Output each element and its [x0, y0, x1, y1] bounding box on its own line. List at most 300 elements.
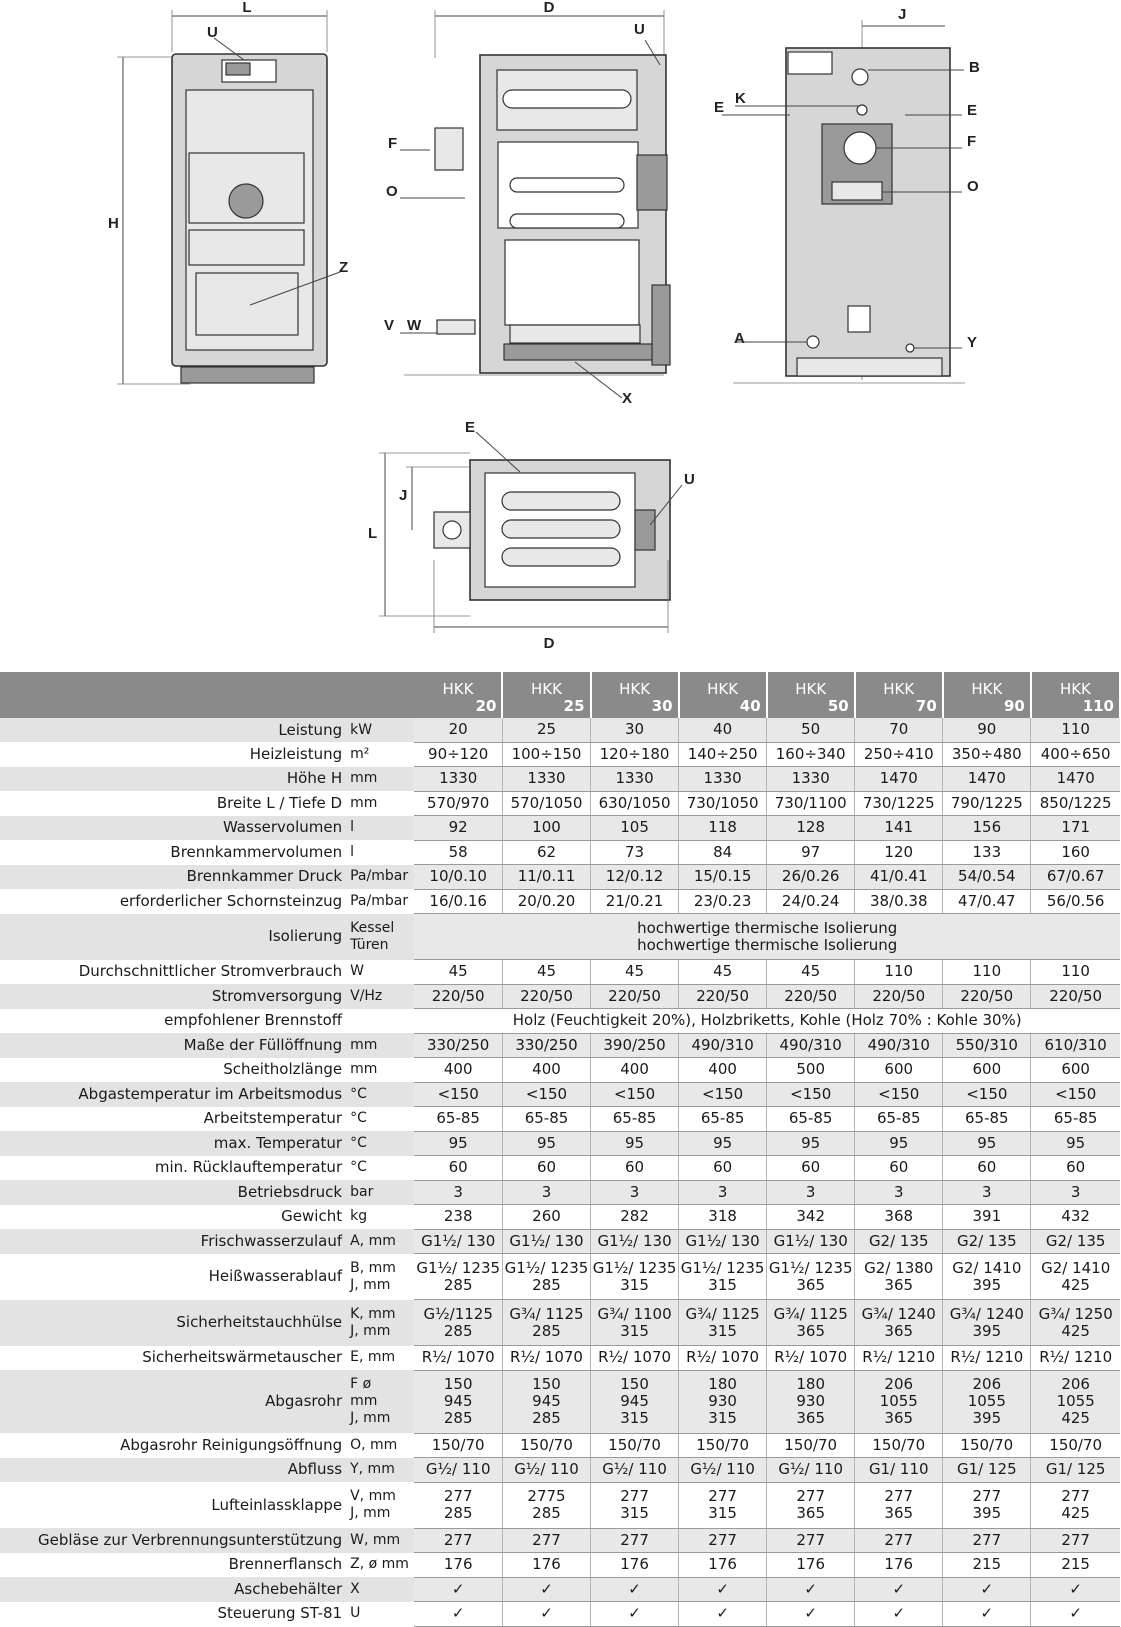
cell-value: 128 [767, 816, 855, 841]
model-size: 50 [827, 697, 849, 715]
cell-value: ✓ [767, 1577, 855, 1602]
cell-value: 150/70 [943, 1433, 1031, 1458]
table-row [0, 1131, 1120, 1156]
cell-value: 1330 [502, 767, 590, 792]
table-row [0, 865, 1120, 890]
table-row [0, 1577, 1120, 1602]
value-line: G¾/ 1125 [685, 1304, 760, 1323]
row-unit: W [348, 960, 414, 985]
cell-value: 45 [591, 960, 679, 985]
table-row [0, 1553, 1120, 1578]
cell-value: <150 [591, 1082, 679, 1107]
table-row [0, 1370, 1120, 1433]
row-label: Brennkammervolumen [0, 840, 348, 865]
top-controller-label: U [684, 471, 695, 488]
cell-value: 97 [767, 840, 855, 865]
value-line: 425 [1061, 1321, 1090, 1340]
cell-value: 65-85 [943, 1107, 1031, 1132]
table-row [0, 1528, 1120, 1553]
cell-value: 400 [502, 1058, 590, 1083]
value-line: 1055 [1056, 1392, 1095, 1410]
value-line: 277 [884, 1487, 914, 1505]
cell-value: 65-85 [855, 1107, 943, 1132]
value-line: 150 [443, 1375, 473, 1393]
cell-value [679, 1254, 767, 1300]
row-unit: bar [348, 1180, 414, 1205]
side-view [384, 0, 670, 407]
cell-value: 12/0.12 [591, 865, 679, 890]
value-line: 285 [532, 1321, 561, 1340]
cell-value: 400 [679, 1058, 767, 1083]
value-line: 285 [443, 1275, 473, 1294]
value-line: 285 [443, 1409, 473, 1427]
cell-value [855, 1300, 943, 1346]
unit-line: J, mm [350, 1322, 391, 1339]
value-line: 425 [1061, 1409, 1090, 1427]
row-unit: X [348, 1577, 414, 1602]
table-row [0, 914, 1120, 960]
value-line: 315 [620, 1321, 649, 1340]
cell-value: 105 [591, 816, 679, 841]
cell-value [943, 1254, 1031, 1300]
row-unit: kg [348, 1205, 414, 1230]
value-line: 930 [708, 1392, 737, 1410]
cell-value: 1330 [414, 767, 502, 792]
model-name: HKK [883, 680, 915, 698]
value-line: 206 [972, 1375, 1002, 1393]
row-unit [348, 914, 414, 960]
row-unit [348, 1370, 414, 1433]
table-row [0, 816, 1120, 841]
row-label: min. Rücklauftemperatur [0, 1156, 348, 1181]
cell-value: 45 [414, 960, 502, 985]
model-name: HKK [531, 680, 562, 698]
value-line: 2775 [527, 1487, 566, 1505]
value-line: 395 [972, 1409, 1002, 1427]
cell-value: 47/0.47 [943, 889, 1031, 914]
spanning-value [414, 1009, 1120, 1034]
cell-value: 70 [855, 718, 943, 742]
cell-value: 330/250 [414, 1033, 502, 1058]
value-line: 150 [620, 1375, 649, 1393]
cell-value: 790/1225 [943, 791, 1031, 816]
cell-value: 1330 [591, 767, 679, 792]
cell-value: R½/ 1070 [414, 1346, 502, 1371]
row-label: max. Temperatur [0, 1131, 348, 1156]
cell-value [1031, 1254, 1120, 1300]
row-unit: Z, ø mm [348, 1553, 414, 1578]
value-line: 206 [1061, 1375, 1090, 1393]
value-line: 150 [532, 1375, 561, 1393]
row-unit: °C [348, 1131, 414, 1156]
back-hotwater-label: B [969, 59, 980, 76]
cell-value: 368 [855, 1205, 943, 1230]
row-unit: E, mm [348, 1346, 414, 1371]
cell-value [1031, 1300, 1120, 1346]
cell-value [679, 1482, 767, 1528]
front-door-label: Z [339, 259, 349, 276]
cell-value [502, 1300, 590, 1346]
cell-value: 277 [502, 1528, 590, 1553]
cell-value: 95 [591, 1131, 679, 1156]
cell-value: 20/0.20 [502, 889, 590, 914]
back-coldwater-label: A [734, 330, 745, 347]
value-line: 315 [620, 1409, 649, 1427]
cell-value: 277 [943, 1528, 1031, 1553]
row-label: Abgastemperatur im Arbeitsmodus [0, 1082, 348, 1107]
cell-value: 3 [1031, 1180, 1120, 1205]
cell-value: 60 [943, 1156, 1031, 1181]
cell-value: 62 [502, 840, 590, 865]
value-line: hochwertige thermische Isolierung [637, 918, 898, 937]
model-header [943, 672, 1031, 718]
unit-line: mm [350, 1393, 378, 1409]
row-unit [348, 1254, 414, 1300]
model-name: HKK [795, 680, 827, 698]
cell-value: 3 [767, 1180, 855, 1205]
cell-value: 141 [855, 816, 943, 841]
unit-line: J, mm [350, 1410, 391, 1426]
table-row [0, 791, 1120, 816]
table-row [0, 1180, 1120, 1205]
table-row [0, 1058, 1120, 1083]
cell-value [767, 1370, 855, 1433]
cell-value: G½/ 110 [414, 1458, 502, 1483]
row-label: Scheitholzlänge [0, 1058, 348, 1083]
row-label: Aschebehälter [0, 1577, 348, 1602]
row-label: Heizleistung [0, 742, 348, 767]
value-line: 395 [972, 1504, 1002, 1522]
value-line: 1055 [967, 1392, 1006, 1410]
model-header [1031, 672, 1120, 718]
value-line: 930 [796, 1392, 825, 1410]
back-cleanout-label: O [967, 178, 979, 195]
model-size: 40 [739, 697, 761, 715]
cell-value: 630/1050 [591, 791, 679, 816]
cell-value: 318 [679, 1205, 767, 1230]
value-line: 315 [708, 1275, 737, 1294]
cell-value [679, 1370, 767, 1433]
row-label: Lufteinlassklappe [0, 1482, 348, 1528]
cell-value: G1/ 125 [1031, 1458, 1120, 1483]
row-unit: W, mm [348, 1528, 414, 1553]
model-name: HKK [619, 680, 651, 698]
row-label: Brennkammer Druck [0, 865, 348, 890]
cell-value: R½/ 1070 [591, 1346, 679, 1371]
cell-value [414, 1370, 502, 1433]
value-line: 365 [796, 1275, 825, 1294]
model-size: 70 [915, 697, 937, 715]
value-line: 315 [620, 1504, 649, 1522]
cell-value: 60 [1031, 1156, 1120, 1181]
model-header [855, 672, 943, 718]
row-label: Brennerflansch [0, 1553, 348, 1578]
cell-value: 220/50 [502, 984, 590, 1009]
value-line: G1½/ 1235 [592, 1258, 677, 1277]
cell-value [502, 1370, 590, 1433]
row-unit: mm [348, 1058, 414, 1083]
top-depth-label: D [543, 635, 555, 652]
cell-value: 118 [679, 816, 767, 841]
value-line: 365 [884, 1504, 914, 1522]
cell-value: 110 [943, 960, 1031, 985]
top-width-label: L [368, 525, 378, 542]
model-size: 20 [475, 697, 497, 715]
cell-value: 60 [591, 1156, 679, 1181]
row-unit [348, 1009, 414, 1034]
table-header-row [0, 672, 1120, 718]
row-label: Höhe H [0, 767, 348, 792]
cell-value: ✓ [502, 1602, 590, 1627]
row-unit: Y, mm [348, 1458, 414, 1483]
cell-value: ✓ [855, 1602, 943, 1627]
cell-value: 24/0.24 [767, 889, 855, 914]
cell-value: G1½/ 130 [591, 1229, 679, 1254]
cell-value: 330/250 [502, 1033, 590, 1058]
cell-value: 10/0.10 [414, 865, 502, 890]
cell-value: 11/0.11 [502, 865, 590, 890]
row-label: Isolierung [0, 914, 348, 960]
model-name: HKK [1059, 680, 1091, 698]
row-unit: mm [348, 1033, 414, 1058]
front-width-label: L [242, 0, 252, 16]
table-row [0, 1300, 1120, 1346]
cell-value: 120÷180 [591, 742, 679, 767]
cell-value: <150 [502, 1082, 590, 1107]
value-line: 315 [620, 1275, 649, 1294]
cell-value: 65-85 [414, 1107, 502, 1132]
table-row [0, 1033, 1120, 1058]
table-row [0, 1229, 1120, 1254]
cell-value: 176 [679, 1553, 767, 1578]
row-unit: U [348, 1602, 414, 1627]
cell-value: 40 [679, 718, 767, 742]
row-label: Gewicht [0, 1205, 348, 1230]
table-row [0, 1254, 1120, 1300]
cell-value: 100 [502, 816, 590, 841]
value-line: 1055 [879, 1392, 918, 1410]
cell-value: 277 [679, 1528, 767, 1553]
cell-value: <150 [855, 1082, 943, 1107]
cell-value: <150 [767, 1082, 855, 1107]
value-line: 315 [708, 1504, 737, 1522]
cell-value: 150/70 [591, 1433, 679, 1458]
cell-value: 65-85 [1031, 1107, 1120, 1132]
row-label: Frischwasserzulauf [0, 1229, 348, 1254]
value-line: 285 [532, 1409, 561, 1427]
table-row [0, 1602, 1120, 1627]
row-label: Sicherheitstauchhülse [0, 1300, 348, 1346]
cell-value: 20 [414, 718, 502, 742]
row-unit [348, 1482, 414, 1528]
cell-value: G½/ 110 [767, 1458, 855, 1483]
row-label: Breite L / Tiefe D [0, 791, 348, 816]
cell-value: 730/1050 [679, 791, 767, 816]
value-line: 315 [708, 1321, 737, 1340]
row-label: Durchschnittlicher Stromverbrauch [0, 960, 348, 985]
cell-value: 92 [414, 816, 502, 841]
cell-value: 110 [855, 960, 943, 985]
cell-value: 150/70 [855, 1433, 943, 1458]
back-width-label: J [898, 6, 907, 23]
cell-value: 570/1050 [502, 791, 590, 816]
cell-value [767, 1300, 855, 1346]
row-unit: A, mm [348, 1229, 414, 1254]
unit-line: J, mm [350, 1505, 391, 1521]
cell-value: R½/ 1210 [943, 1346, 1031, 1371]
row-label: Abgasrohr [0, 1370, 348, 1433]
value-line: G2/ 1380 [864, 1258, 934, 1277]
value-line: 180 [708, 1375, 737, 1393]
cell-value: 3 [679, 1180, 767, 1205]
value-line: 365 [884, 1275, 914, 1294]
cell-value [855, 1370, 943, 1433]
cell-value: 65-85 [502, 1107, 590, 1132]
cell-value: 45 [502, 960, 590, 985]
cell-value: 176 [414, 1553, 502, 1578]
value-line: 206 [884, 1375, 914, 1393]
model-size: 25 [563, 697, 585, 715]
side-blower-label: W [407, 317, 422, 334]
table-row [0, 1433, 1120, 1458]
cell-value: R½/ 1210 [1031, 1346, 1120, 1371]
table-row [0, 767, 1120, 792]
row-label: Maße der Füllöffnung [0, 1033, 348, 1058]
row-unit: l [348, 840, 414, 865]
model-header [414, 672, 502, 718]
cell-value [767, 1482, 855, 1528]
model-name: HKK [971, 680, 1003, 698]
cell-value [767, 1254, 855, 1300]
cell-value: 570/970 [414, 791, 502, 816]
row-label: Steuerung ST-81 [0, 1602, 348, 1627]
row-unit: mm [348, 791, 414, 816]
row-unit: °C [348, 1156, 414, 1181]
value-line: 945 [443, 1392, 473, 1410]
row-label: erforderlicher Schornsteinzug [0, 889, 348, 914]
cell-value: 23/0.23 [679, 889, 767, 914]
cell-value: 277 [767, 1528, 855, 1553]
row-unit: kW [348, 718, 414, 742]
back-sensor-label: K [735, 90, 746, 107]
cell-value [1031, 1482, 1120, 1528]
cell-value: R½/ 1070 [767, 1346, 855, 1371]
cell-value: G½/ 110 [679, 1458, 767, 1483]
cell-value [943, 1370, 1031, 1433]
value-line: 277 [796, 1487, 825, 1505]
cell-value: 215 [943, 1553, 1031, 1578]
cell-value: 490/310 [679, 1033, 767, 1058]
cell-value: 160÷340 [767, 742, 855, 767]
table-row [0, 1346, 1120, 1371]
spanning-value [414, 914, 1120, 960]
model-header [502, 672, 590, 718]
value-line: G2/ 1410 [952, 1258, 1022, 1277]
table-row [0, 718, 1120, 742]
cell-value: 60 [414, 1156, 502, 1181]
cell-value: 1330 [767, 767, 855, 792]
cell-value: 50 [767, 718, 855, 742]
value-line: G1½/ 1235 [504, 1258, 589, 1277]
cell-value: 95 [414, 1131, 502, 1156]
cell-value: ✓ [1031, 1602, 1120, 1627]
cell-value [943, 1482, 1031, 1528]
cell-value: 73 [591, 840, 679, 865]
unit-line: F ø [350, 1376, 372, 1392]
cell-value: 400 [414, 1058, 502, 1083]
cell-value: 65-85 [591, 1107, 679, 1132]
row-label: Gebläse zur Verbrennungsunterstützung [0, 1528, 348, 1553]
cell-value: 610/310 [1031, 1033, 1120, 1058]
cell-value: 45 [767, 960, 855, 985]
model-header [767, 672, 855, 718]
back-view [714, 6, 980, 383]
cell-value: 850/1225 [1031, 791, 1120, 816]
cell-value: 490/310 [855, 1033, 943, 1058]
cell-value: 215 [1031, 1553, 1120, 1578]
cell-value: 600 [1031, 1058, 1120, 1083]
front-height-label: H [108, 215, 119, 232]
value-line: 277 [620, 1487, 649, 1505]
technical-drawings [0, 0, 1121, 672]
row-label: Stromversorgung [0, 984, 348, 1009]
cell-value: 390/250 [591, 1033, 679, 1058]
cell-value: 176 [855, 1553, 943, 1578]
value-line: G½/1125 [423, 1304, 493, 1323]
back-exchanger-right-label: E [967, 102, 978, 119]
model-name: HKK [707, 680, 739, 698]
table-row [0, 1458, 1120, 1483]
value-line: 277 [443, 1487, 473, 1505]
value-line: 285 [443, 1321, 473, 1340]
front-controller-label: U [207, 24, 218, 41]
cell-value: 730/1100 [767, 791, 855, 816]
unit-line: K, mm [350, 1305, 396, 1322]
cell-value: ✓ [767, 1602, 855, 1627]
cell-value: 60 [767, 1156, 855, 1181]
cell-value [591, 1370, 679, 1433]
cell-value: 3 [855, 1180, 943, 1205]
unit-line: B, mm [350, 1259, 396, 1276]
value-line: 277 [1061, 1487, 1090, 1505]
value-line: 395 [972, 1275, 1002, 1294]
table-row [0, 960, 1120, 985]
cell-value: 60 [679, 1156, 767, 1181]
model-header [679, 672, 767, 718]
cell-value: 277 [414, 1528, 502, 1553]
value-line: Holz (Feuchtigkeit 20%), Holzbriketts, Kohle (Holz 70% : Kohle 30%) [512, 1011, 1022, 1030]
row-unit: mm [348, 767, 414, 792]
cell-value [679, 1300, 767, 1346]
value-line: G¾/ 1100 [597, 1304, 672, 1323]
cell-value: 1470 [855, 767, 943, 792]
cell-value: 45 [679, 960, 767, 985]
cell-value: 1330 [679, 767, 767, 792]
value-line: G1½/ 1235 [416, 1258, 501, 1277]
cell-value: R½/ 1210 [855, 1346, 943, 1371]
cell-value: 220/50 [855, 984, 943, 1009]
cell-value: <150 [1031, 1082, 1120, 1107]
cell-value: 95 [855, 1131, 943, 1156]
cell-value: ✓ [855, 1577, 943, 1602]
value-line: G¾/ 1240 [861, 1304, 936, 1323]
cell-value: ✓ [414, 1602, 502, 1627]
cell-value: 500 [767, 1058, 855, 1083]
cell-value: G1½/ 130 [767, 1229, 855, 1254]
unit-line: J, mm [350, 1276, 391, 1293]
row-label: Abgasrohr Reinigungsöffnung [0, 1433, 348, 1458]
value-line: hochwertige thermische Isolierung [637, 935, 898, 954]
